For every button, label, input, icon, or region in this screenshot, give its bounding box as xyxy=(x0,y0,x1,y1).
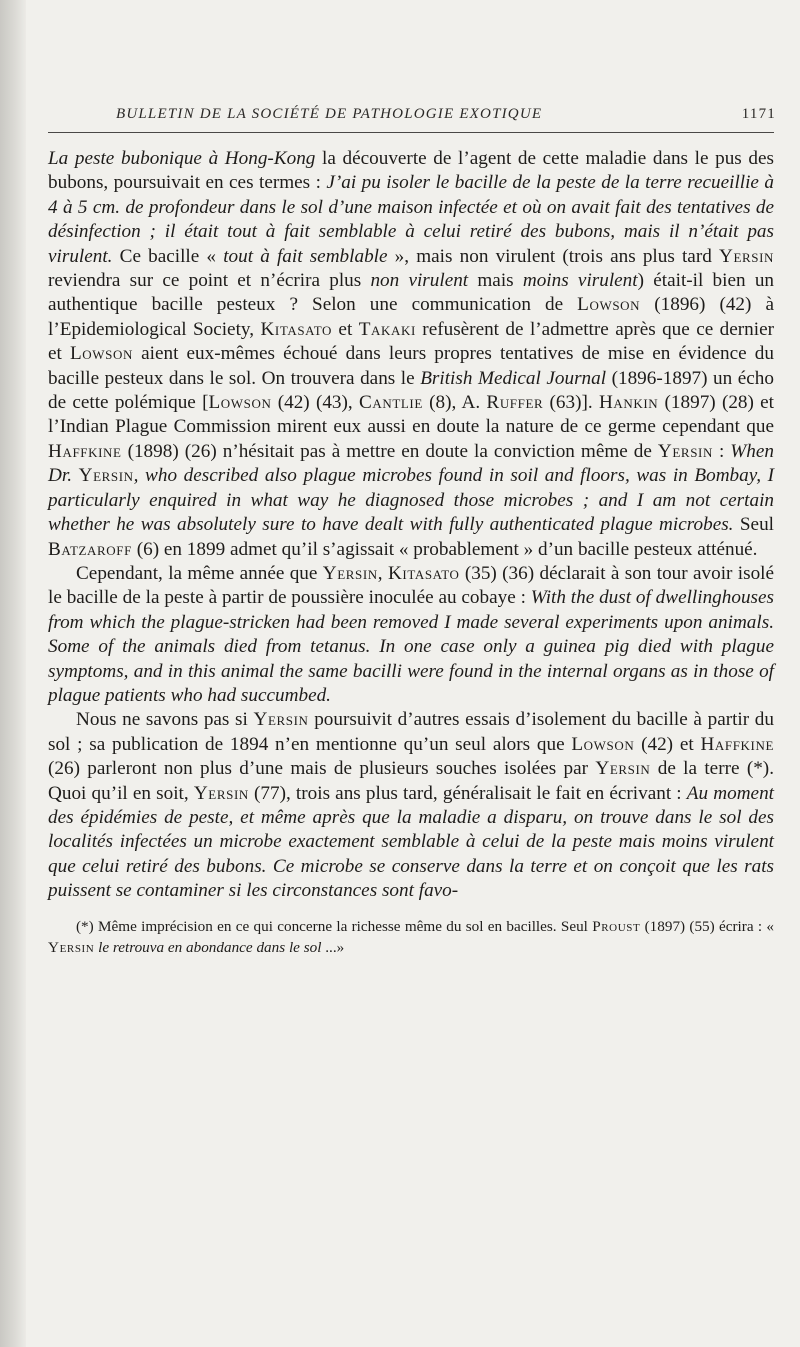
author-name: Kitasato xyxy=(387,562,460,584)
text-span: la découverte de l’agent de cette maladie dans le pus des bubons, poursuivait en ces termes : xyxy=(48,148,774,194)
header-rule xyxy=(48,132,774,133)
text-span: de la terre (*). Quoi qu’il en soit, xyxy=(48,758,774,804)
italic-span: tout à fait semblable xyxy=(223,245,388,267)
text-span: Nous ne savons pas si xyxy=(76,709,254,731)
running-header xyxy=(48,104,780,132)
paragraph-2 xyxy=(48,562,774,708)
author-name: Yersin xyxy=(193,782,249,804)
quote-italic: , who described also plague microbes found in soil and floors, was in Bombay, I particularly enquired in what way he diagnosed those microbes ; and I am not certain whether he was absolutely sure to have dealt with fully authenticated plague microbes. xyxy=(48,465,775,536)
text-span: (77), trois ans plus tard, généralisait le fait en écrivant : xyxy=(248,782,687,804)
text-span: (26) parleront non plus d’une mais de plusieurs souches isolées par xyxy=(48,758,596,780)
author-name: Yersin xyxy=(48,938,95,956)
text-span: reviendra sur ce point et n’écrira plus xyxy=(48,270,371,292)
author-name: Yersin xyxy=(657,440,713,462)
text-span: (1896-1897) un écho de cette polémique [ xyxy=(48,367,774,414)
text-span: Seul xyxy=(733,514,774,536)
author-name: Lowson xyxy=(577,294,641,316)
author-name: Lowson xyxy=(571,733,635,755)
text-span: (8), A. xyxy=(422,392,487,414)
quote-italic: When Dr. xyxy=(48,440,774,487)
italic-span: non virulent xyxy=(370,270,469,292)
author-name: Yersin xyxy=(718,245,774,267)
text-span: (63)]. xyxy=(543,392,599,414)
text-span: », mais non virulent (trois ans plus tard xyxy=(387,245,719,267)
text-span: , xyxy=(377,562,388,584)
text-span: (6) en 1899 admet qu’il s’agissait « probablement » d’un bacille pesteux atténué. xyxy=(131,538,758,560)
journal-name: British Medical Journal xyxy=(420,367,607,389)
author-name: Hankin xyxy=(598,392,659,414)
quote-italic: With the dust of dwellinghouses from which the plague-stricken had been removed I made several experiments upon animals. Some of the animals died from tetanus. In one case only a guinea pig died with plague symptoms, and in this animal the same bacilli were found in the internal organs as in those of plague patients who had succumbed. xyxy=(48,587,774,706)
journal-title: BULLETIN DE LA SOCIÉTÉ DE PATHOLOGIE EXOTIQUE xyxy=(116,106,543,122)
text-span: (*) Même imprécision en ce qui concerne la richesse même du sol en bacilles. Seul xyxy=(76,917,593,935)
text-span: Ce bacille « xyxy=(112,245,224,267)
text-span: (1896) (42) à l’Epidemiological Society, xyxy=(48,294,775,340)
text-span: ) était-il bien un authentique bacille pesteux ? Selon une communication de xyxy=(48,270,774,316)
text-span: (42) (43), xyxy=(271,392,359,414)
text-span: refusèrent de l’admettre après que ce dernier et xyxy=(48,318,774,365)
author-name: Yersin xyxy=(253,709,309,731)
page-number: 1171 xyxy=(741,106,776,122)
paragraph-3 xyxy=(48,708,774,903)
text-span: et xyxy=(332,318,359,340)
text-span: mais xyxy=(468,270,523,292)
author-name: Takaki xyxy=(358,318,416,340)
author-name: Cantlie xyxy=(358,392,423,414)
text-span: ...» xyxy=(321,938,345,956)
text-span: (1898) (26) n’hésitait pas à mettre en doute la conviction même de xyxy=(121,440,658,462)
body-text xyxy=(48,147,774,904)
footnote xyxy=(48,916,774,958)
text-span: (42) et xyxy=(634,733,701,755)
text-span: Cependant, la même année que xyxy=(76,562,323,584)
author-name: Ruffer xyxy=(486,392,544,414)
author-name: Batzaroff xyxy=(48,538,132,560)
text-span: poursuivit d’autres essais d’isolement du bacille à partir du sol ; sa publication de 1894 n’en mentionne qu’un seul alors que xyxy=(48,709,774,755)
author-name: Haffkine xyxy=(48,440,122,462)
italic-span: moins virulent xyxy=(522,270,638,292)
quote-italic: J’ai pu isoler le bacille de la peste de la terre recueillie à 4 à 5 cm. de profondeur dans le sol d’une maison infectée et où on avait fait des tentatives de désinfection ; il était tout à fait semblable à celui retiré des bubons, mais il n’était pas virulent. xyxy=(48,172,774,267)
book-page xyxy=(48,104,780,958)
page-gutter-shadow xyxy=(0,0,26,1347)
author-name: Lowson xyxy=(69,343,133,365)
text-span: (1897) (28) et l’Indian Plague Commission mirent eux aussi en doute la nature de ce germe cependant que xyxy=(48,392,775,438)
italic-span: le retrouva en abondance dans le sol xyxy=(98,938,322,956)
author-name: Haffkine xyxy=(700,733,774,755)
text-span: aient eux-mêmes échoué dans leurs propres tentatives de mise en évidence du bacille pesteux dans le sol. On trouvera dans le xyxy=(48,343,774,389)
text-span: : xyxy=(712,440,731,462)
text-span: (35) (36) déclarait à son tour avoir isolé le bacille de la peste à partir de poussière inoculée au cobaye : xyxy=(48,562,775,609)
italic-span: La peste bubonique à Hong-Kong xyxy=(48,148,316,169)
author-name: Kitasato xyxy=(260,318,333,340)
paragraph-1 xyxy=(48,147,774,562)
author-name: Yersin xyxy=(322,562,378,584)
author-name: Yersin xyxy=(595,758,651,780)
author-name: Proust xyxy=(592,917,641,935)
author-name: Yersin xyxy=(78,465,134,487)
text-span: (1897) (55) écrira : « xyxy=(640,917,774,935)
quote-italic: Au moment des épidémies de peste, et même après que la maladie a disparu, on trouve dans le sol des localités infectées un microbe exactement semblable à celui de la peste mais moins virulent que celui retiré des bubons. Ce microbe se conserve dans la terre et on conçoit que les rats puissent se contaminer si les circonstances sont favo- xyxy=(48,782,774,902)
author-name: Lowson xyxy=(208,392,272,414)
